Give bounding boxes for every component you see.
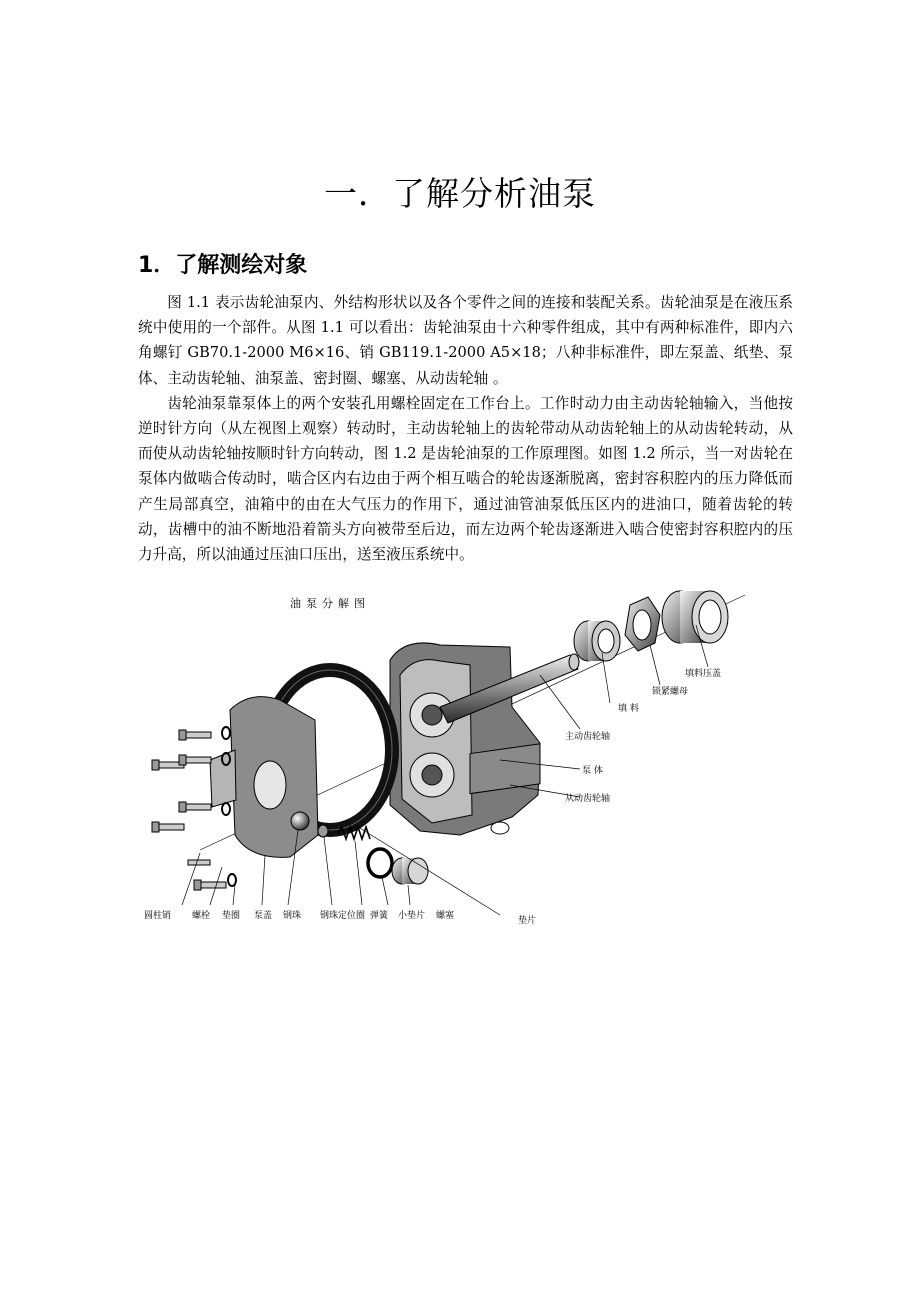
packing-gland-part (662, 591, 728, 643)
label-pump-cover: 泵盖 (254, 911, 273, 921)
chapter-title: 一．了解分析油泵 (324, 174, 596, 214)
pump-cover-part (210, 697, 318, 858)
label-lock-nut: 锁紧螺母 (652, 687, 689, 697)
lock-nut-part (625, 597, 660, 651)
label-steel-ball: 钢珠 (283, 911, 302, 921)
bolts-group (152, 730, 226, 890)
label-plug: 螺塞 (436, 911, 455, 921)
label-dowel-pin: 圆柱销 (144, 911, 172, 921)
steel-ball-part (291, 812, 309, 830)
label-drive-shaft: 主动齿轮轴 (565, 732, 611, 742)
label-driven-shaft: 从动齿轮轴 (565, 794, 611, 804)
label-small-gasket: 小垫片 (398, 911, 426, 921)
small-gasket-part (368, 849, 392, 877)
label-packing: 填 料 (618, 704, 639, 714)
figure-title: 油泵分解图 (290, 597, 370, 610)
label-bolt: 螺栓 (192, 911, 211, 921)
packing-part (574, 621, 620, 661)
body-text (138, 290, 793, 567)
label-pump-body: 泵 体 (582, 766, 603, 776)
paragraph-1: 图 1.1 表示齿轮油泵内、外结构形状以及各个零件之间的连接和装配关系。齿轮油泵是在液压系统中使用的一个部件。从图 1.1 可以看出：齿轮油泵由十六种零件组成，其中有两种标准件，即内六角螺钉 GB70.1-2000 M6×16、销 GB119.1-2000 A5×18；八种非标准件，即左泵盖、纸垫、泵体、主动齿轮轴、油泵盖、密封圈、螺塞、从动齿轮轴 。 (138, 294, 793, 387)
label-washer: 垫圈 (222, 911, 241, 921)
label-packing-gland: 填料压盖 (685, 669, 722, 679)
label-spring: 弹簧 (370, 911, 389, 921)
label-gasket: 垫片 (518, 916, 537, 926)
plug-part (392, 858, 428, 884)
ball-seat-part (318, 825, 328, 837)
oil-pump-exploded-drawing (140, 585, 760, 930)
paragraph-2: 齿轮油泵靠泵体上的两个安装孔用螺栓固定在工作台上。工作时动力由主动齿轮轴输入，当他按逆时针方向（从左视图上观察）转动时，主动齿轮轴上的齿轮带动从动齿轮轴上的从动齿轮转动，从而使从动齿轮轴按顺时针方向转动，图 1.2 是齿轮油泵的工作原理图。如图 1.2 所示，当一对齿轮在泵体内做啮合传动时，啮合区内右边由于两个相互啮合的轮齿逐渐脱离，密封容积腔内的压力降低而产生局部真空，油箱中的由在大气压力的作用下，通过油管油泵低压区内的进油口，随着齿轮的转动，齿槽中的油不断地沿着箭头方向被带至后边，而左边两个轮齿逐渐进入啮合使密封容积腔内的压力升高，所以油通过压油口压出，送至液压系统中。 (138, 394, 793, 564)
exploded-view-figure (140, 585, 760, 930)
section-title: 1．了解测绘对象 (138, 253, 308, 279)
pump-body-part (390, 643, 540, 835)
label-ball-seat: 钢珠定位圈 (320, 911, 366, 921)
